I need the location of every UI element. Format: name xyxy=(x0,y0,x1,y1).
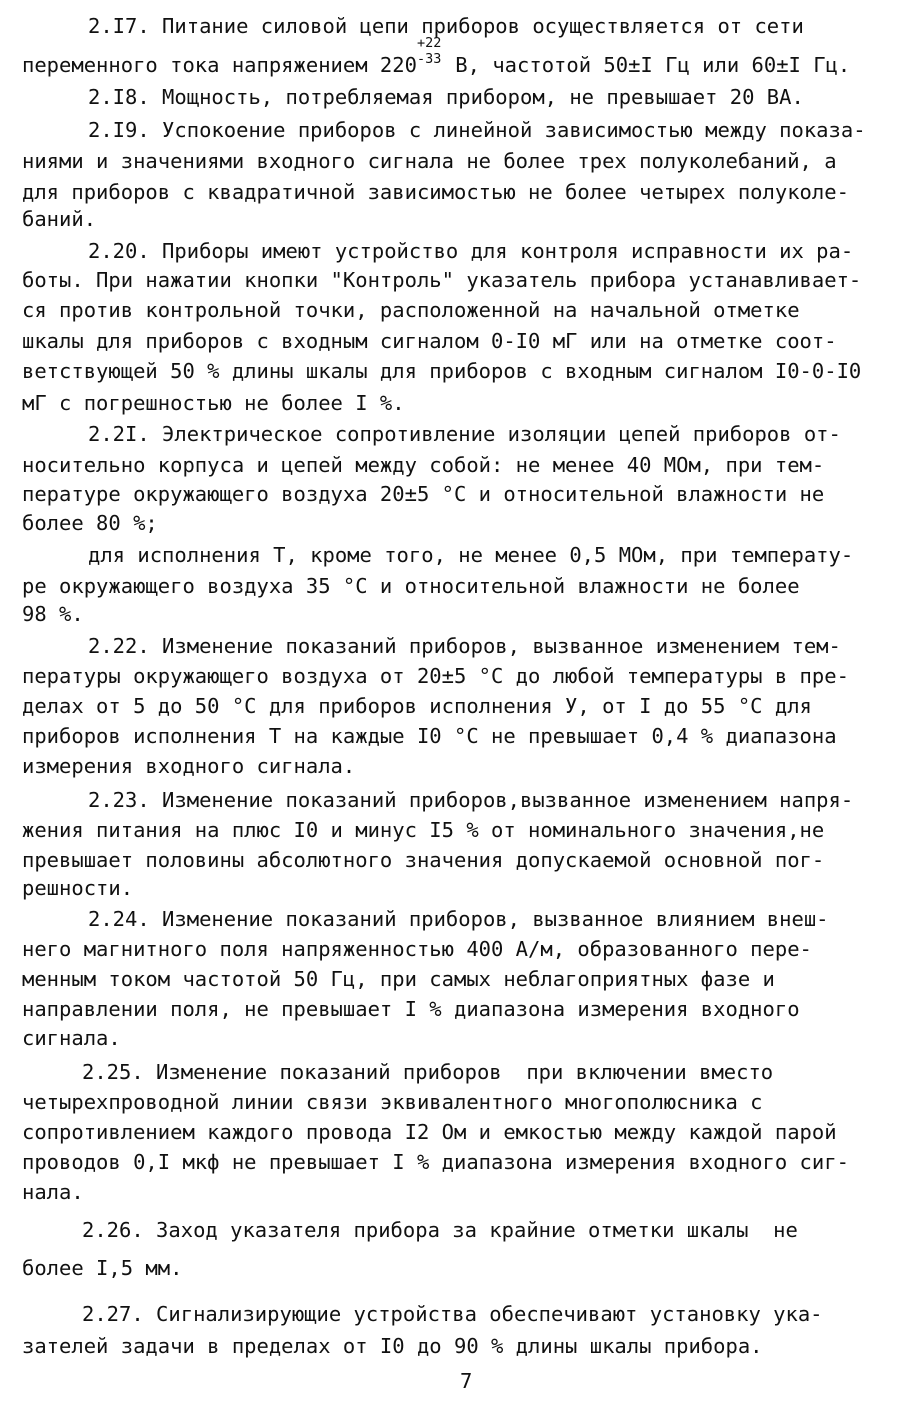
text-line: боты. При нажатии кнопки "Контроль" указатель прибора устанавливает- xyxy=(22,268,862,292)
text-line: более 80 %; xyxy=(22,511,158,535)
text-line: 2.I8. Мощность, потребляемая прибором, не превышает 20 ВА. xyxy=(88,85,804,109)
text-line: мГ с погрешностью не более I %. xyxy=(22,391,405,415)
text-line: нала. xyxy=(22,1180,84,1204)
text-line: него магнитного поля напряженностью 400 А/м, образованного пере- xyxy=(22,937,812,961)
text-line: ветствующей 50 % длины шкалы для приборов с входным сигналом I0-0-I0 xyxy=(22,359,862,383)
text-line: 2.I7. Питание силовой цепи приборов осуществляется от сети xyxy=(88,14,804,38)
text-line: 2.23. Изменение показаний приборов,вызванное изменением напря- xyxy=(88,788,854,812)
text-line: шкалы для приборов с входным сигналом 0-I0 мГ или на отметке соот- xyxy=(22,329,837,353)
text-line: сопротивлением каждого провода I2 Ом и емкостью между каждой парой xyxy=(22,1120,837,1144)
text-line: 98 %. xyxy=(22,602,84,626)
text-line: для приборов с квадратичной зависимостью не более четырех полуколе- xyxy=(22,180,849,204)
text-line: для исполнения Т, кроме того, не менее 0,5 МОм, при температу- xyxy=(88,543,854,567)
text-line: менным током частотой 50 Гц, при самых неблагоприятных фазе и xyxy=(22,967,775,991)
text-line: ся против контрольной точки, расположенной на начальной отметке xyxy=(22,298,800,322)
text-line: направлении поля, не превышает I % диапазона измерения входного xyxy=(22,997,800,1021)
text-line: 2.2I. Электрическое сопротивление изоляции цепей приборов от- xyxy=(88,422,841,446)
text-fragment: В, частотой 50±I Гц или 60±I Гц. xyxy=(442,53,851,77)
text-line: превышает половины абсолютного значения допускаемой основной пог- xyxy=(22,848,825,872)
page-number: 7 xyxy=(460,1369,473,1393)
text-line: зателей задачи в пределах от I0 до 90 % длины шкалы прибора. xyxy=(22,1334,763,1358)
text-line: 2.27. Сигнализирующие устройства обеспечивают установку ука- xyxy=(82,1302,823,1326)
text-line: пературы окружающего воздуха от 20±5 °С до любой температуры в пре- xyxy=(22,664,849,688)
text-line: более I,5 мм. xyxy=(22,1256,183,1280)
text-line: носительно корпуса и цепей между собой: не менее 40 МОм, при тем- xyxy=(22,453,825,477)
text-line: четырехпроводной линии связи эквивалентного многополюсника с xyxy=(22,1090,763,1114)
text-line: 2.25. Изменение показаний приборов при включении вместо xyxy=(82,1060,774,1084)
text-line: проводов 0,I мкф не превышает I % диапазона измерения входного сиг- xyxy=(22,1150,849,1174)
text-fragment: переменного тока напряжением 220 xyxy=(22,53,417,77)
tolerance-lower: -33 xyxy=(416,51,442,67)
text-line: ре окружающего воздуха 35 °С и относительной влажности не более xyxy=(22,574,800,598)
text-line: измерения входного сигнала. xyxy=(22,754,356,778)
text-line: 2.22. Изменение показаний приборов, вызванное изменением тем- xyxy=(88,634,841,658)
text-line: приборов исполнения Т на каждые I0 °С не превышает 0,4 % диапазона xyxy=(22,724,837,748)
text-line: 2.26. Заход указателя прибора за крайние отметки шкалы не xyxy=(82,1218,798,1242)
text-line: делах от 5 до 50 °С для приборов исполнения У, от I до 55 °С для xyxy=(22,694,812,718)
text-line: ниями и значениями входного сигнала не более трех полуколебаний, а xyxy=(22,149,837,173)
tolerance-upper: +22 xyxy=(416,35,442,51)
text-line: сигнала. xyxy=(22,1026,121,1050)
text-line: баний. xyxy=(22,207,97,231)
text-line: жения питания на плюс I0 и минус I5 % от номинального значения,не xyxy=(22,818,825,842)
text-line: решности. xyxy=(22,876,134,900)
text-line: 2.24. Изменение показаний приборов, вызванное влиянием внеш- xyxy=(88,907,829,931)
text-line: пературе окружающего воздуха 20±5 °С и относительной влажности не xyxy=(22,482,825,506)
voltage-tolerance xyxy=(416,35,443,72)
text-line: 2.20. Приборы имеют устройство для контроля исправности их ра- xyxy=(88,239,854,263)
text-line xyxy=(22,35,851,79)
text-line: 2.I9. Успокоение приборов с линейной зависимостью между показа- xyxy=(88,118,866,142)
